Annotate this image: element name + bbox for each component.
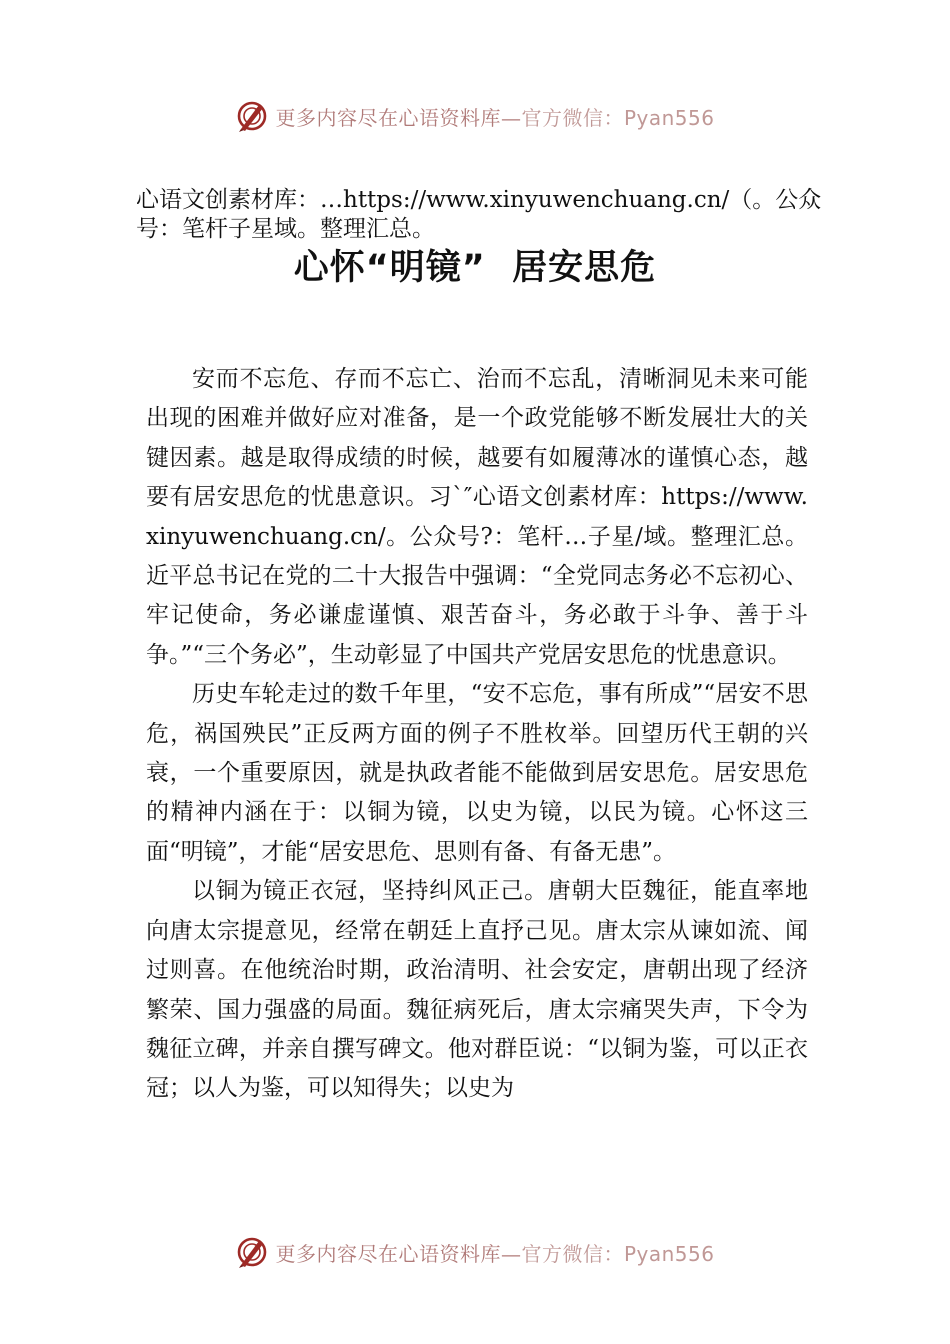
- paragraph: 以铜为镜正衣冠，坚持纠风正己。唐朝大臣魏征，能直率地向唐太宗提意见，经常在朝廷上直抒己见。唐太宗从谏如流、闻过则喜。在他统治时期，政治清明、社会安定，唐朝出现了经济繁荣、国力强盛的局面。魏征病死后，唐太宗痛哭失声，下令为魏征立碑，并亲自撰写碑文。他对群臣说：“以铜为鉴，可以正衣冠；以人为鉴，可以知得失；以史为: [146, 878, 808, 1102]
- article-body: [146, 360, 808, 1109]
- page-title: 心怀“明镜” 居安思危: [293, 248, 657, 288]
- source-note: 心语文创素材库：…https://www.xinyuwenchuang.cn/（。公众号：笔杆子星域。整理汇总。: [136, 187, 822, 242]
- banner-text: 更多内容尽在心语资料库—官方微信：Pyan556: [275, 105, 715, 130]
- footer-banner: [0, 1232, 950, 1272]
- header-banner: [0, 96, 950, 136]
- banner-text: 更多内容尽在心语资料库—官方微信：Pyan556: [275, 1241, 715, 1266]
- pen-logo-icon: [235, 1235, 269, 1269]
- pen-logo-icon: [235, 99, 269, 133]
- paragraph: 安而不忘危、存而不忘亡、治而不忘乱，清晰洞见未来可能出现的困难并做好应对准备，是一个政党能够不断发展壮大的关键因素。越是取得成绩的时候，越要有如履薄冰的谨慎心态，越要有居安思危的忧患意识。习`″心语文创素材库：https://www.xinyuwenchuang.cn/。公众号?：笔杆…子星/域。整理汇总。近平总书记在党的二十大报告中强调：“全党同志务必不忘初心、牢记使命，务必谦虚谨慎、艰苦奋斗，务必敢于斗争、善于斗争。”“三个务必”，生动彰显了中国共产党居安思危的忧患意识。: [146, 366, 808, 668]
- paragraph: 历史车轮走过的数千年里，“安不忘危，事有所成”“居安不思危，祸国殃民”正反两方面的例子不胜枚举。回望历代王朝的兴衰，一个重要原因，就是执政者能不能做到居安思危。居安思危的精神内涵在于：以铜为镜，以史为镜，以民为镜。心怀这三面“明镜”，才能“居安思危、思则有备、有备无患”。: [146, 681, 808, 865]
